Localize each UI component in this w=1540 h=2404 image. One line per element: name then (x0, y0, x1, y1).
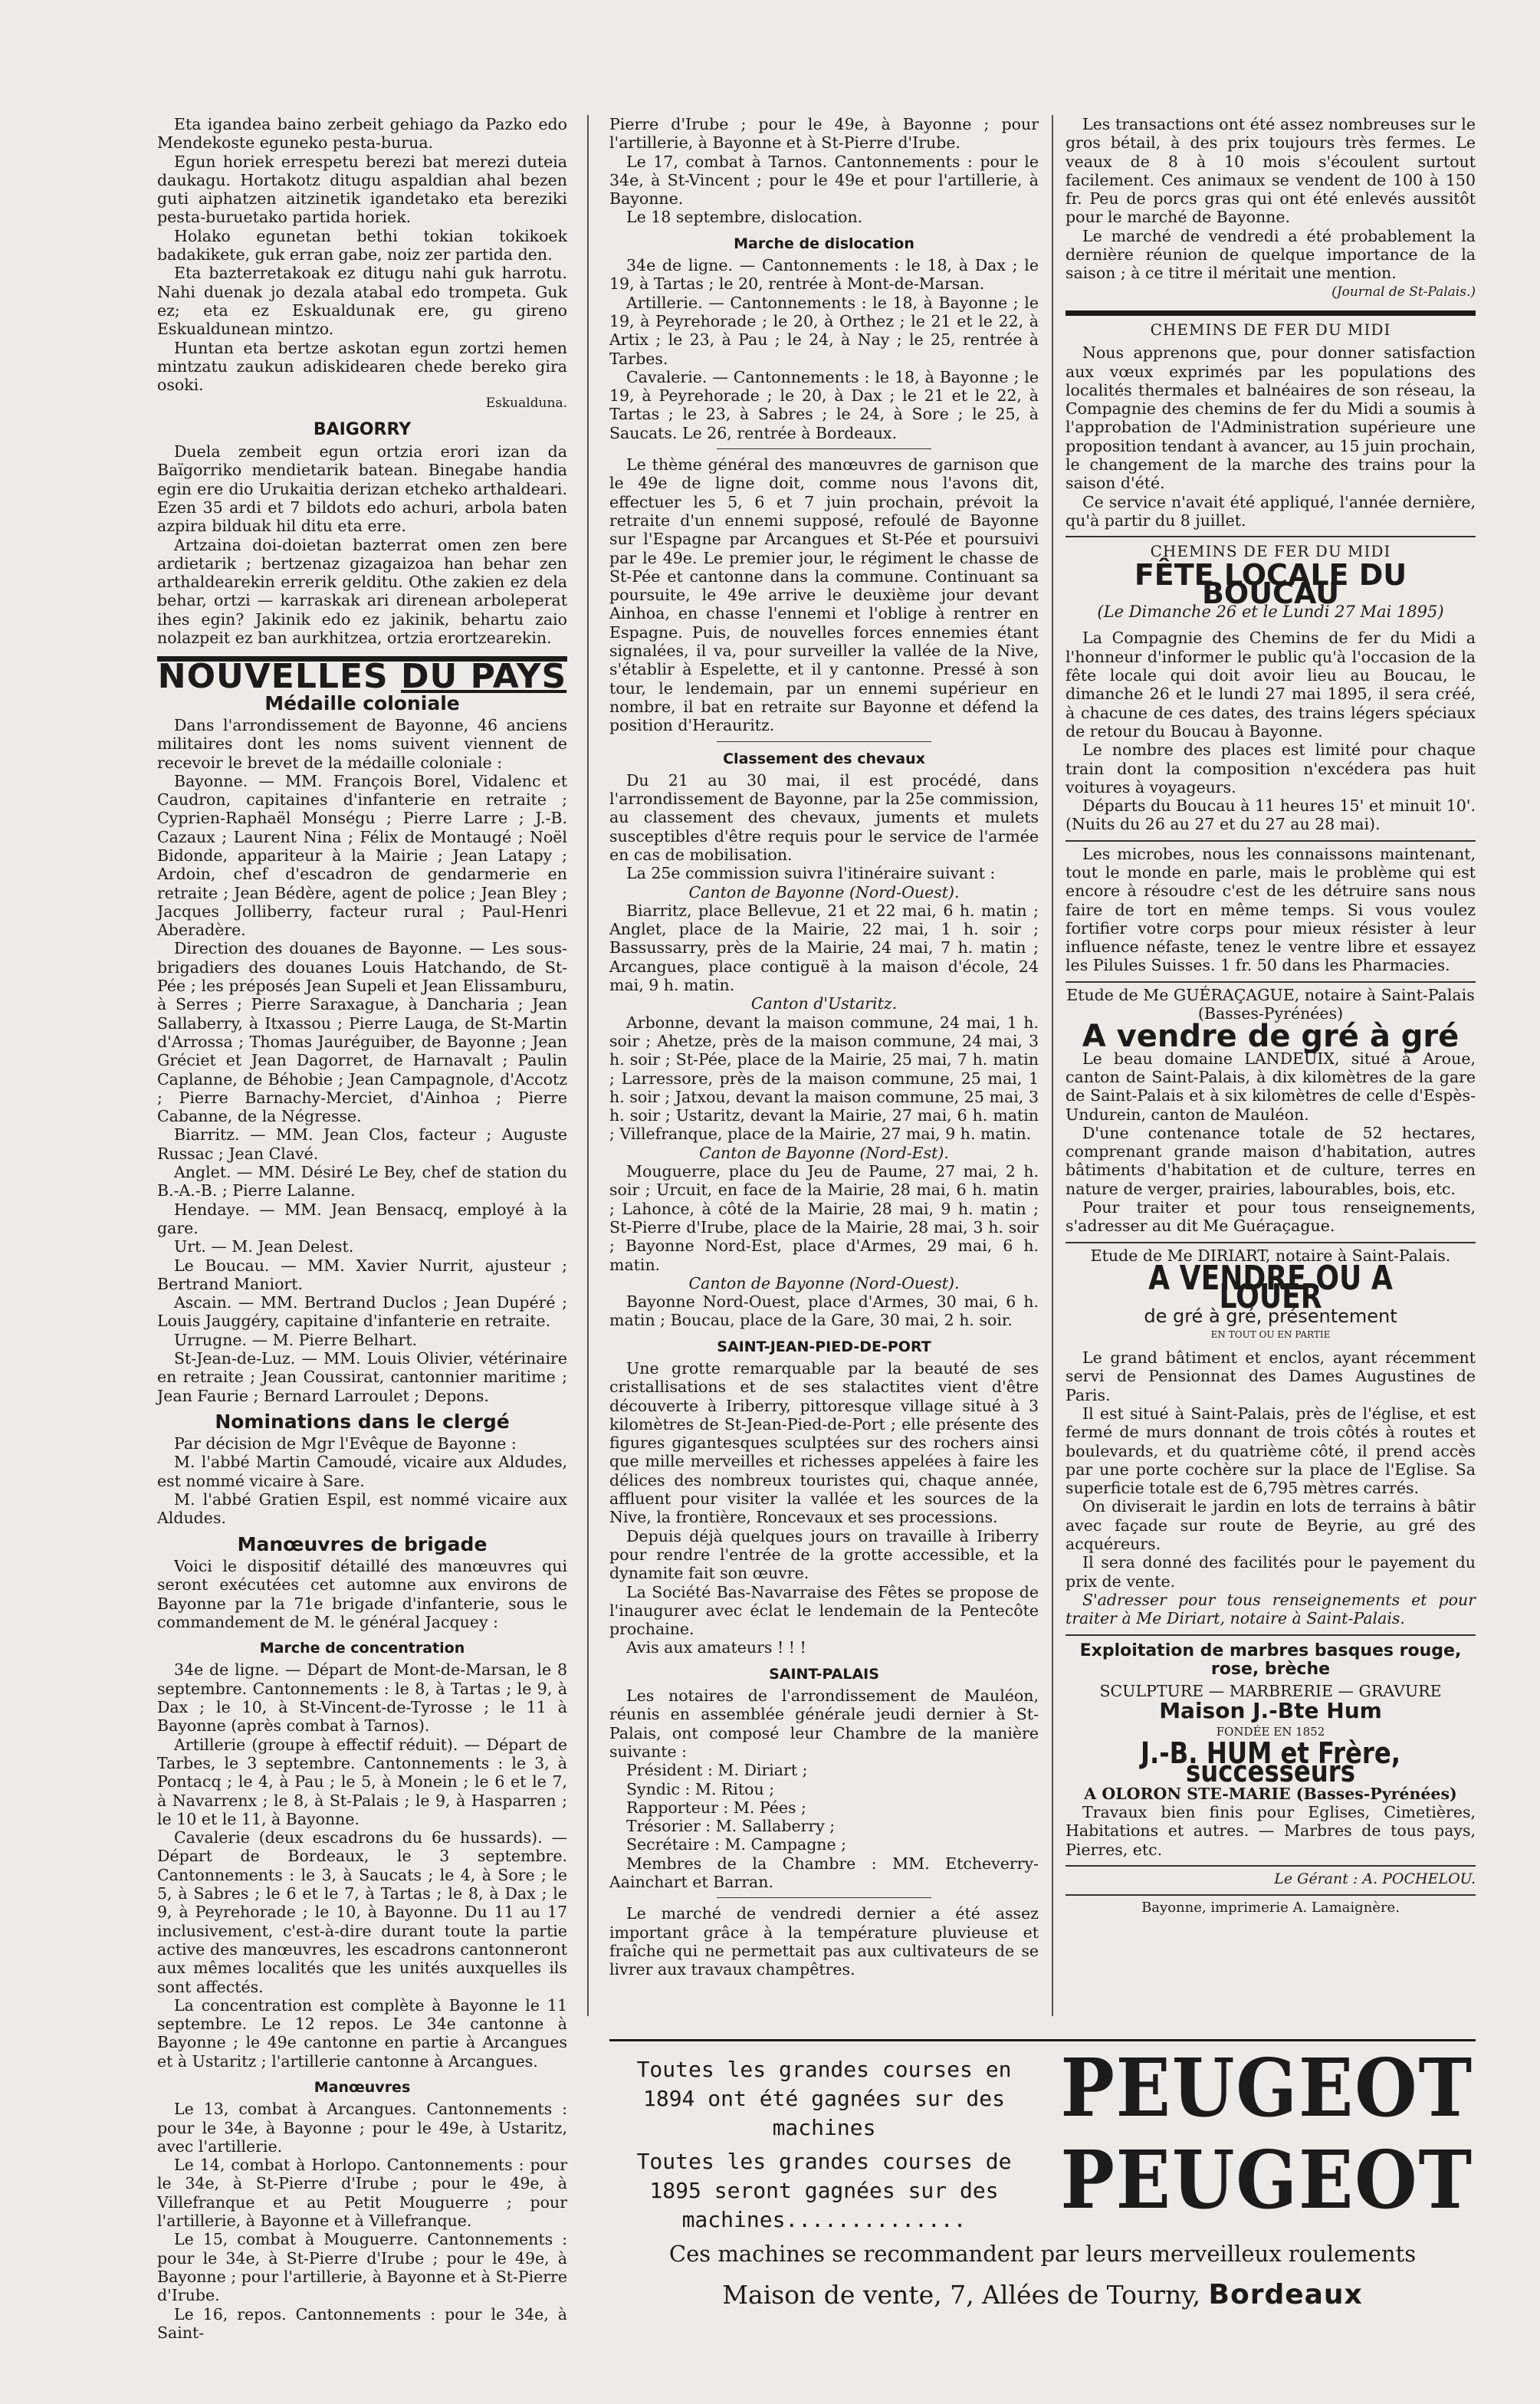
rule (1066, 981, 1476, 983)
marbres-title: Exploitation de marbres basques rouge, rose, brèche (1079, 1640, 1462, 1679)
paragraph: Artillerie (groupe à effectif réduit). — Départ de Tarbes, le 3 septembre. Cantonnements : le 3, à Pontacq ; le 4, à Pau ; le 5, à Monein ; le 6 et le 7, à Navarrenx ; le 8, à St-Palais ; le 9, à Hasparren ; le 10 et le 11, à Bayonne. (157, 1735, 567, 1828)
ad-address-text: Maison de vente, 7, Allées de Tourny, (722, 2280, 1201, 2310)
subsection-title-dislocation: Marche de dislocation (734, 235, 914, 252)
paragraph: Le 18 septembre, dislocation. (626, 208, 863, 227)
ad-tagline: Ces machines se recommandent par leurs merveilleux roulements (668, 2241, 1417, 2267)
hum-lieu: A OLORON STE-MARIE (Basses-Pyrénées) (1084, 1784, 1457, 1803)
paragraph: Direction des douanes de Bayonne. — Les sous-brigadiers des douanes Louis Hatchando, de St-Pée ; les préposés Jean Supeli et Jean Elissamburu, à Serres ; Pierre Saraxague, à Dancharia ; Jean Sallaberry, à Itxassou ; Pierre Lauga, de St-Martin d'Arrossa ; Thomas Jauréguiber, de Bayonne ; Jean Gréciet et Jean Dagorret, de Harnavalt ; Paulin Caplanne, de Béhobie ; Jean Campagnole, d'Accotz ; Pierre Barnachy-Merciet, d'Ainhoa ; Pierre Cabanne, de la Négresse. (157, 939, 567, 1126)
paragraph: Le marché de vendredi a été probablement la dernière réunion de quelque importance de la saison ; à ce titre il méritait une mention. (1066, 226, 1476, 283)
paragraph: M. l'abbé Gratien Espil, est nommé vicaire aux Aldudes. (157, 1490, 567, 1528)
list-item: Syndic : M. Ritou ; (626, 1779, 775, 1798)
short-rule (717, 741, 931, 742)
canton-title: Canton de Bayonne (Nord-Ouest). (688, 1273, 960, 1292)
hum-fondee: FONDÉE EN 1852 (1216, 1724, 1325, 1739)
paragraph: Hendaye. — MM. Jean Bensacq, employé à la gare. (157, 1200, 567, 1237)
column-rule-2 (1052, 115, 1053, 2016)
hum-freres: J.-B. HUM et Frère, successeurs (1140, 1736, 1401, 1789)
paragraph: Ascain. — MM. Bertrand Duclos ; Jean Dupéré ; Louis Jauggéry, capitaine d'infanterie en retraite. (157, 1293, 567, 1331)
masthead-word-1: NOUVELLES (157, 657, 389, 697)
louer-tiny: EN TOUT OU EN PARTIE (1210, 1328, 1331, 1340)
paragraph: Depuis déjà quelques jours on travaille à Iriberry pour rendre l'entrée de la grotte accessible, et la dynamite fait son œuvre. (609, 1526, 1039, 1583)
paragraph: Mouguerre, place du Jeu de Paume, 27 mai, 2 h. soir ; Urcuit, en face de la Mairie, 28 mai, 6 h. matin ; Lahonce, à côté de la Mairie, 28 mai, 9 h. matin ; St-Pierre d'Irube, place de la Mairie, 28 mai, 3 h. soir ; Bayonne Nord-Est, place d'Armes, 29 mai, 6 h. matin. (609, 1162, 1039, 1274)
paragraph: 34e de ligne. — Cantonnements : le 18, à Dax ; le 19, à Tartas ; le 20, rentrée à Mont-de-Marsan. (609, 256, 1039, 294)
rule (1066, 536, 1476, 537)
signature: (Journal de St-Palais.) (1331, 284, 1476, 300)
canton-title: Canton de Bayonne (Nord-Est). (699, 1143, 949, 1162)
section-title-sjpp: SAINT-JEAN-PIED-DE-PORT (717, 1338, 931, 1355)
hum-maison: Maison J.-Bte Hum (1159, 1698, 1382, 1724)
basque-paragraph: Eta igandea baino zerbeit gehiago da Pazko edo Mendekoste eguneko pesta-burua. (157, 115, 567, 153)
paragraph: Départs du Boucau à 11 heures 15' et minuit 10'. (Nuits du 26 au 27 et du 27 au 28 mai). (1066, 796, 1476, 834)
paragraph: Le nombre des places est limité pour chaque train dont la composition n'excédera pas huit voitures à voyageurs. (1066, 741, 1476, 796)
basque-paragraph: Eta bazterretakoak ez ditugu nahi guk harrotu. Nahi duenak jo dezala atabal edo trompeta. Guk ez; eta ez Eskualdunak ere, gu gireno Eskualdunean mintzo. (157, 264, 567, 339)
paragraph: Nous apprenons que, pour donner satisfaction aux vœux exprimés par les populations des localités thermales et balnéaires de son réseau, la Compagnie des chemins de fer du Midi a soumis à l'approbation de l'Administration supérieure une proposition tendant à avancer, au 15 juin prochain, le changement de la marche des trains pour la saison d'été. (1066, 343, 1476, 493)
etude-line: Etude de Me DIRIART, notaire à Saint-Palais. (1090, 1246, 1451, 1265)
rule (1066, 840, 1476, 842)
paragraph: Bayonne Nord-Ouest, place d'Armes, 30 mai, 6 h. matin ; Boucau, place de la Gare, 30 mai, 2 h. soir. (609, 1292, 1039, 1330)
basque-paragraph: Egun horiek errespetu berezi bat merezi duteia daukagu. Hortakotz ditugu aspaldian ahal bezen guti aiphatzen aitzinetik igandetako eta bereziki pesta-buruetako partida horiek. (157, 152, 567, 227)
paragraph: Le 13, combat à Arcangues. Cantonnements : pour le 34e, à Bayonne ; pour le 49e, à Ustaritz, avec l'artillerie. (157, 2100, 567, 2156)
paragraph: Cavalerie. — Cantonnements : le 18, à Bayonne ; le 19, à Peyrehorade ; le 20, à Dax ; le 21 et le 22, à Tartas ; le 23, à Sabres ; le 24, à Sore ; le 25, à Saucats. Le 26, rentrée à Bordeaux. (609, 367, 1039, 442)
paragraph: Le beau domaine LANDEUIX, situé à Aroue, canton de Saint-Palais, à dix kilomètres de la gare de Saint-Palais et à six kilomètres de celle d'Espès-Undurein, canton de Mauléon. (1066, 1049, 1476, 1124)
basque-paragraph: Holako egunetan bethi tokian tokikoek badakikete, guk erran gabe, noiz zer partida den. (157, 226, 567, 264)
paragraph: Le 15, combat à Mouguerre. Cantonnements : pour le 34e, à St-Pierre d'Irube ; pour le 49e, à Bayonne ; pour l'artillerie, à Bayonne et à St-Pierre d'Irube. (157, 2230, 567, 2305)
rule (1066, 1865, 1476, 1867)
canton-title: Canton de Bayonne (Nord-Ouest). (688, 882, 960, 902)
section-title-baigorry: BAIGORRY (313, 419, 412, 439)
ad-address (609, 2279, 1476, 2310)
list-item: Membres de la Chambre : MM. Etcheverry-Aainchart et Barran. (609, 1854, 1039, 1892)
paragraph: Voici le dispositif détaillé des manœuvres qui seront exécutées cet automne aux environs de Bayonne par la 71e brigade d'infanterie, sous le commandement de M. le général Jacquey : (157, 1556, 567, 1631)
list-item: Président : M. Diriart ; (626, 1761, 808, 1780)
signature: Eskualduna. (485, 396, 567, 412)
vendre-title: A vendre de gré à gré (1082, 1019, 1460, 1055)
paragraph: Les transactions ont été assez nombreuses sur le gros bétail, à des prix toujours très fermes. Le veaux de 8 à 10 mois s'écoulent surtout facilement. Ces animaux se vendent de 100 à 150 fr. Peu de porcs gras qui ont été enlevés aussitôt pour le marché de Bayonne. (1066, 115, 1476, 227)
paragraph: Une grotte remarquable par la beauté de ses cristallisations et de ses stalactites vient d'être découverte à Iriberry, pittoresque village situé à 3 kilomètres de St-Jean-Pied-de-Port ; elle présente des figures gigantesques sculptées sur des rochers ainsi que mille merveilles et richesses appelées à faire les délices des nombreux touristes qui, chaque année, affluent pour visiter la vallée et les sources de la Nive, la frontière, Roncevaux et ses processions. (609, 1359, 1039, 1527)
paragraph: M. l'abbé Martin Camoudé, vicaire aux Aldudes, est nommé vicaire à Sare. (157, 1453, 567, 1490)
column-rule-1 (587, 115, 589, 2016)
paragraph: Cavalerie (deux escadrons du 6e hussards). — Départ de Bordeaux, le 3 septembre. Cantonnements : le 3, à Saucats ; le 4, à Sore ; le 5, à Sabres ; le 6 et le 7, à Tartas ; le 8, à Dax ; le 9, à Peyrehorade ; le 10, à Bayonne. Du 11 au 17 inclusivement, c'est-à-dire durant toute la partie active des manœuvres, les escadrons cantonneront aux mêmes localités que les unités auxquelles ils sont affectés. (157, 1828, 567, 1996)
paragraph: 34e de ligne. — Départ de Mont-de-Marsan, le 8 septembre. Cantonnements : le 8, à Tartas ; le 9, à Dax ; le 10, à St-Vincent-de-Tyrosse ; le 11 à Bayonne (après combat à Tarnos). (157, 1660, 567, 1736)
section-title-clerge: Nominations dans le clergé (215, 1410, 510, 1433)
heavy-rule (1066, 310, 1476, 316)
ad-line-1: Toutes les grandes courses en 1894 ont été gagnées sur des machines (636, 2057, 1012, 2140)
paragraph: Par décision de Mgr l'Evêque de Bayonne : (174, 1434, 517, 1453)
rule (1066, 1242, 1476, 1243)
paragraph: St-Jean-de-Luz. — MM. Louis Olivier, vétérinaire en retraite ; Jean Coussirat, cantonnier maritime ; Jean Faurie ; Bernard Larroulet ; Depons. (157, 1349, 567, 1405)
list-item: Secrétaire : M. Campagne ; (626, 1835, 847, 1854)
basque-paragraph: Artzaina doi-doietan bazterrat omen zen bere ardietarik ; bertzenaz gizagaizoa han behar zen arthaldearekin errerik gelditu. Othe zakien ez dela behar, ortzi — karraskak ari direnean arboleperat ihes egin? Jakinik edo ez jakinik, behartu zaio nolazpeit ez ban aurkhitzea, ortzia erortzearekin. (157, 535, 567, 648)
etude-sub: (Basses-Pyrénées) (1197, 1004, 1344, 1023)
paragraph: Le marché de vendredi dernier a été assez important grâce à la température pluvieuse et fraîche qui ne permettait pas aux cultivateurs de se livrer aux travaux champêtres. (609, 1904, 1039, 1979)
gerant: Le Gérant : A. POCHELOU. (1274, 1870, 1476, 1887)
peugeot-advertisement (609, 2039, 1476, 2337)
peugeot-brand-1: PEUGEOT (1060, 2041, 1473, 2135)
section-title-saint-palais: SAINT-PALAIS (769, 1665, 879, 1683)
subsection-title-manoeuvres: Manœuvres (314, 2078, 411, 2096)
section-title-brigade: Manœuvres de brigade (237, 1532, 488, 1555)
paragraph: Le 17, combat à Tarnos. Cantonnements : pour le 34e, à St-Vincent ; pour le 49e et pour l'artillerie, à Bayonne. (609, 152, 1039, 209)
peugeot-ad-text (617, 2055, 1031, 2239)
short-rule (717, 1897, 931, 1898)
subsection-title-concentration: Marche de concentration (259, 1640, 465, 1657)
column-middle (609, 115, 1039, 1979)
paragraph: Arbonne, devant la maison commune, 24 mai, 1 h. soir ; Ahetze, près de la maison commune, 24 mai, 3 h. soir ; St-Pée, place de la Mairie, 25 mai, 7 h. matin ; Larressore, près de la maison commune, 25 mai, 1 h. soir ; Jatxou, devant la maison commune, 25 mai, 3 h. soir ; Ustaritz, devant la Mairie, 27 mai, 6 h. matin ; Villefranque, place de la Mairie, 27 mai, 9 h. matin. (609, 1013, 1039, 1144)
masthead-word-2: DU PAYS (401, 657, 567, 697)
short-rule (717, 448, 931, 449)
rule (1066, 1634, 1476, 1636)
rule (1066, 1894, 1476, 1896)
louer-sub: de gré à gré, présentement (1144, 1305, 1397, 1327)
paragraph: Les notaires de l'arrondissement de Mauléon, réunis en assemblée générale jeudi dernier à St-Palais, ont composé leur Chambre de la manière suivante : (609, 1686, 1039, 1761)
boucau-date: (Le Dimanche 26 et le Lundi 27 Mai 1895) (1097, 603, 1444, 622)
nouvelles-masthead (157, 657, 567, 697)
basque-paragraph: Huntan eta bertze askotan egun zortzi hemen mintzatu zaukun adiskidearen chede bereko gira osoki. (157, 338, 567, 395)
paragraph: La Société Bas-Navarraise des Fêtes se propose de l'inaugurer avec éclat le lendemain de la Pentecôte prochaine. (609, 1582, 1039, 1639)
column-left (157, 115, 567, 2342)
canton-title: Canton d'Ustaritz. (750, 994, 898, 1013)
marbres-sub: SCULPTURE — MARBRERIE — GRAVURE (1099, 1682, 1442, 1701)
paragraph: Ce service n'avait été appliqué, l'année dernière, qu'à partir du 8 juillet. (1066, 492, 1476, 530)
section-title-medaille: Médaille coloniale (264, 691, 460, 714)
paragraph: Biarritz. — MM. Jean Clos, facteur ; Auguste Russac ; Jean Clavé. (157, 1125, 567, 1163)
paragraph: S'adresser pour tous renseignements et pour traiter à Me Diriart, notaire à Saint-Palais. (1066, 1590, 1476, 1628)
section-title-cdf: CHEMINS DE FER DU MIDI (1150, 320, 1391, 339)
paragraph: Le 14, combat à Horlopo. Cantonnements : pour le 34e, à St-Pierre d'Irube ; pour le 49e, à Villefranque et au Petit Mouguerre ; pour l'artillerie, à Bayonne et à Villefranque. (157, 2156, 567, 2231)
list-item: Trésorier : M. Sallaberry ; (626, 1817, 836, 1836)
paragraph: Le grand bâtiment et enclos, ayant récemment servi de Pensionnat des Dames Augustines de Paris. (1066, 1348, 1476, 1404)
paragraph: Le 16, repos. Cantonnements : pour le 34e, à Saint- (157, 2304, 567, 2342)
paragraph: La concentration est complète à Bayonne le 11 septembre. Le 12 repos. Le 34e cantonne à Bayonne ; le 49e cantonne en partie à Arcangues et à Ustaritz ; l'artillerie cantonne à Arcangues. (157, 1995, 567, 2071)
column-right (1066, 115, 1476, 1917)
ad-city: Bordeaux (1208, 2279, 1363, 2310)
paragraph: D'une contenance totale de 52 hectares, comprenant grande maison d'habitation, autres bâtiments d'habitation et de culture, terres en nature de verger, prairies, labourables, bois, etc. (1066, 1123, 1476, 1198)
paragraph: Le thème général des manœuvres de garnison que le 49e de ligne doit, comme nous l'avons dit, effectuer les 5, 6 et 7 juin prochain, prévoit la retraite d'un ennemi supposé, refoulé de Bayonne sur l'Espagne par Arcangues et St-Pée et poursuivi par le 49e. Le premier jour, le régiment le chasse de St-Pée et cantonne dans la commune. Continuant sa poursuite, le 49e arrive le deuxième jour devant Ainhoa, en chasse l'ennemi et l'oblige à rentrer en Espagne. Puis, de nouvelles forces ennemies étant signalées, il va, pour surveiller la vallée de la Nive, s'établir à Espelette, et il y cantonne. Pressé à son tour, le lendemain, par un ennemi supérieur en nombre, il bat en retraite sur Bayonne et défend la position d'Herauritz. (609, 455, 1039, 735)
basque-paragraph: Duela zembeit egun ortzia erori izan da Baïgorriko mendietarik batean. Binegabe handia egin ere dio Urukaitia derizan etcheko arthaldeari. Ezen 35 ardi et 7 bildots edo achuri, arbola baten azpira bilduak hil ditu eta erre. (157, 442, 567, 536)
paragraph: Biarritz, place Bellevue, 21 et 22 mai, 6 h. matin ; Anglet, place de la Mairie, 22 mai, 1 h. soir ; Bassussarry, près de la Mairie, 24 mai, 7 h. matin ; Arcangues, place contiguë à la maison d'école, 24 mai, 9 h. matin. (609, 901, 1039, 995)
paragraph: Pour traiter et pour tous renseignements, s'adresser au dit Me Guéraçague. (1066, 1198, 1476, 1236)
paragraph: On diviserait le jardin en lots de terrains à bâtir avec façade sur route de Beyrie, au gré des acquéreurs. (1066, 1497, 1476, 1554)
paragraph: Urrugne. — M. Pierre Belhart. (174, 1330, 418, 1349)
paragraph: Travaux bien finis pour Eglises, Cimetières, Habitations et autres. — Marbres de tous pays, Pierres, etc. (1066, 1802, 1476, 1859)
paragraph: La Compagnie des Chemins de fer du Midi a l'honneur d'informer le public qu'à l'occasion de la fête locale qui doit avoir lieu au Boucau, le dimanche 26 et le lundi 27 mai 1895, il sera créé, à chacune de ces dates, des trains légers spéciaux de retour du Boucau à Bayonne. (1066, 629, 1476, 741)
paragraph: Le Boucau. — MM. Xavier Nurrit, ajusteur ; Bertrand Maniort. (157, 1256, 567, 1293)
paragraph: Artillerie. — Cantonnements : le 18, à Bayonne ; le 19, à Peyrehorade ; le 20, à Orthez ; le 21 et le 22, à Artix ; le 23, à Pau ; le 24, à Nay ; le 25, rentrée à Tarbes. (609, 293, 1039, 368)
list-item: Rapporteur : M. Pées ; (626, 1798, 806, 1817)
paragraph: Il est situé à Saint-Palais, près de l'église, et est fermé de murs donnant de trois côtés à routes et boulevards, et du quatrième côté, il prend accès par une porte cochère sur la place de l'Eglise. Sa superficie totale est de 6,795 mètres carrés. (1066, 1404, 1476, 1498)
imprimerie: Bayonne, imprimerie A. Lamaignère. (1141, 1900, 1400, 1916)
ad-line-2: Toutes les grandes courses de 1895 seront gagnées sur des machines.............. (636, 2149, 1012, 2232)
paragraph: Bayonne. — MM. François Borel, Vidalenc et Caudron, capitaines d'infanterie en retraite ; Cyprien-Raphaël Monségu ; Pierre Larre ; J.-B. Cazaux ; Laurent Nina ; Félix de Montaugé ; Noël Bidonde, appariteur à la Mairie ; Jean Latapy ; Ardoin, chef d'escadron de gendarmerie en retraite ; Jean Bédère, agent de police ; Jean Bley ; Jacques Jolliberry, facteur rural ; Paul-Henri Aberadère. (157, 771, 567, 940)
peugeot-brand-2: PEUGEOT (1060, 2133, 1473, 2227)
paragraph: La 25e commission suivra l'itinéraire suivant : (626, 864, 996, 883)
paragraph: Il sera donné des facilités pour le payement du prix de vente. (1066, 1553, 1476, 1591)
etude-line: Etude de Me GUÉRAÇAGUE, notaire à Saint-Palais (1066, 985, 1475, 1004)
paragraph: Urt. — M. Jean Delest. (174, 1237, 354, 1256)
boucau-title: FÊTE LOCALE DU BOUCAU (1134, 557, 1407, 610)
paragraph: Dans l'arrondissement de Bayonne, 46 anciens militaires dont les noms suivent viennent de recevoir le brevet de la médaille coloniale : (157, 715, 567, 772)
paragraph: Pierre d'Irube ; pour le 49e, à Bayonne ; pour l'artillerie, à Bayonne et à St-Pierre d'Irube. (609, 115, 1039, 153)
section-title-chevaux: Classement des chevaux (723, 750, 925, 767)
paragraph: Anglet. — MM. Désiré Le Bey, chef de station du B.-A.-B. ; Pierre Lalanne. (157, 1163, 567, 1200)
section-title-cdf-2: CHEMINS DE FER DU MIDI (1150, 542, 1391, 561)
microbes-ad: Les microbes, nous les connaissons maintenant, tout le monde en parle, mais le problème qui est encore à résoudre c'est de les détruire sans nous faire de tort en même temps. Si vous voulez fortifier votre corps pour mieux résister à leur influence néfaste, tenez le ventre libre et essayez les Pilules Suisses. 1 fr. 50 dans les Pharmacies. (1066, 844, 1476, 975)
paragraph: Du 21 au 30 mai, il est procédé, dans l'arrondissement de Bayonne, par la 25e commission, au classement des chevaux, juments et mulets susceptibles d'être requis pour le service de l'armée en cas de mobilisation. (609, 770, 1039, 864)
paragraph: Avis aux amateurs ! ! ! (626, 1638, 806, 1657)
louer-title: A VENDRE OU A LOUER (1148, 1258, 1393, 1317)
